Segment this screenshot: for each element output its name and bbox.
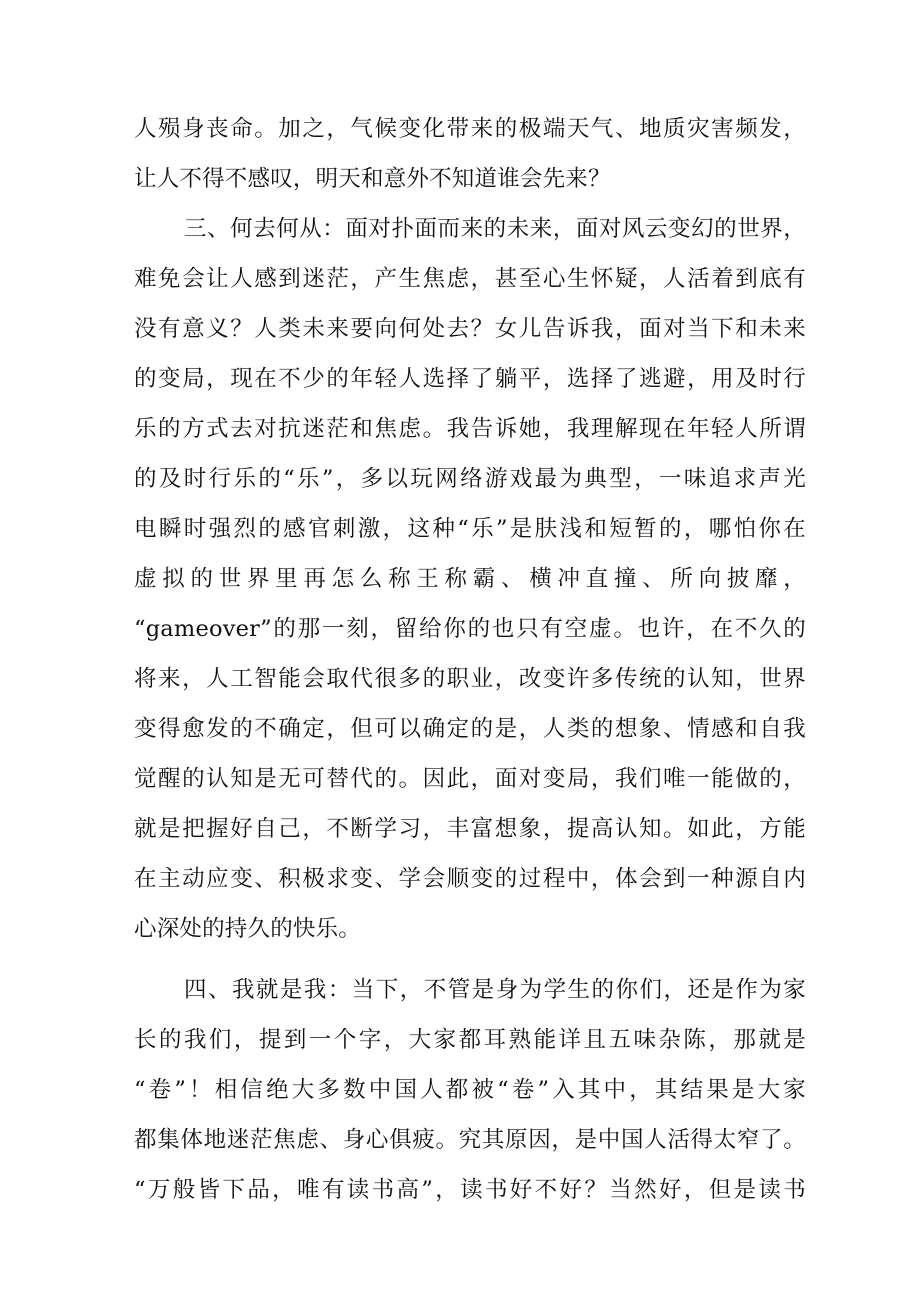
text-line-14: 觉醒的认知是无可替代的。因此，面对变局，我们唯一能做的， (134, 766, 806, 792)
text-line-20: “卷”！相信绝大多数中国人都被“卷”入其中，其结果是大家 (134, 1077, 806, 1103)
text-line-5: 没有意义？人类未来要向何处去？女儿告诉我，面对当下和未来 (134, 316, 806, 342)
text-line-15: 就是把握好自己，不断学习，丰富想象，提高认知。如此，方能 (134, 816, 806, 842)
text-line-1: 人殒身丧命。加之，气候变化带来的极端天气、地质灾害频发， (134, 116, 806, 142)
text-line-4: 难免会让人感到迷茫，产生焦虑，甚至心生怀疑，人活着到底有 (134, 266, 806, 292)
text-line-10: 虚拟的世界里再怎么称王称霸、横冲直撞、所向披靡， (134, 566, 806, 592)
text-line-16: 在主动应变、积极求变、学会顺变的过程中，体会到一种源自内 (134, 866, 806, 892)
text-line-9: 电瞬时强烈的感官刺激，这种“乐”是肤浅和短暂的，哪怕你在 (134, 516, 806, 542)
text-line-7: 乐的方式去对抗迷茫和焦虑。我告诉她，我理解现在年轻人所谓 (134, 416, 806, 442)
text-line-22: “万般皆下品，唯有读书高”，读书好不好？当然好，但是读书 (134, 1177, 806, 1203)
text-line-21: 都集体地迷茫焦虑、身心俱疲。究其原因，是中国人活得太窄了。 (134, 1127, 806, 1153)
text-line-11: “gameover”的那一刻，留给你的也只有空虚。也许，在不久的 (134, 616, 806, 642)
text-line-13: 变得愈发的不确定，但可以确定的是，人类的想象、情感和自我 (134, 716, 806, 742)
text-line-17: 心深处的持久的快乐。 (134, 916, 362, 942)
paragraph-3-heading-line: 三、何去何从：面对扑面而来的未来，面对风云变幻的世界， (184, 216, 806, 242)
text-line-6: 的变局，现在不少的年轻人选择了躺平，选择了逃避，用及时行 (134, 366, 806, 392)
text-line-12: 将来，人工智能会取代很多的职业，改变许多传统的认知，世界 (134, 666, 806, 692)
text-line-8: 的及时行乐的“乐”，多以玩网络游戏最为典型，一味追求声光 (134, 466, 806, 492)
text-line-19: 长的我们，提到一个字，大家都耳熟能详且五味杂陈，那就是 (134, 1027, 806, 1053)
paragraph-4-heading-line: 四、我就是我：当下，不管是身为学生的你们，还是作为家 (184, 977, 806, 1003)
text-line-2: 让人不得不感叹，明天和意外不知道谁会先来？ (134, 166, 611, 192)
